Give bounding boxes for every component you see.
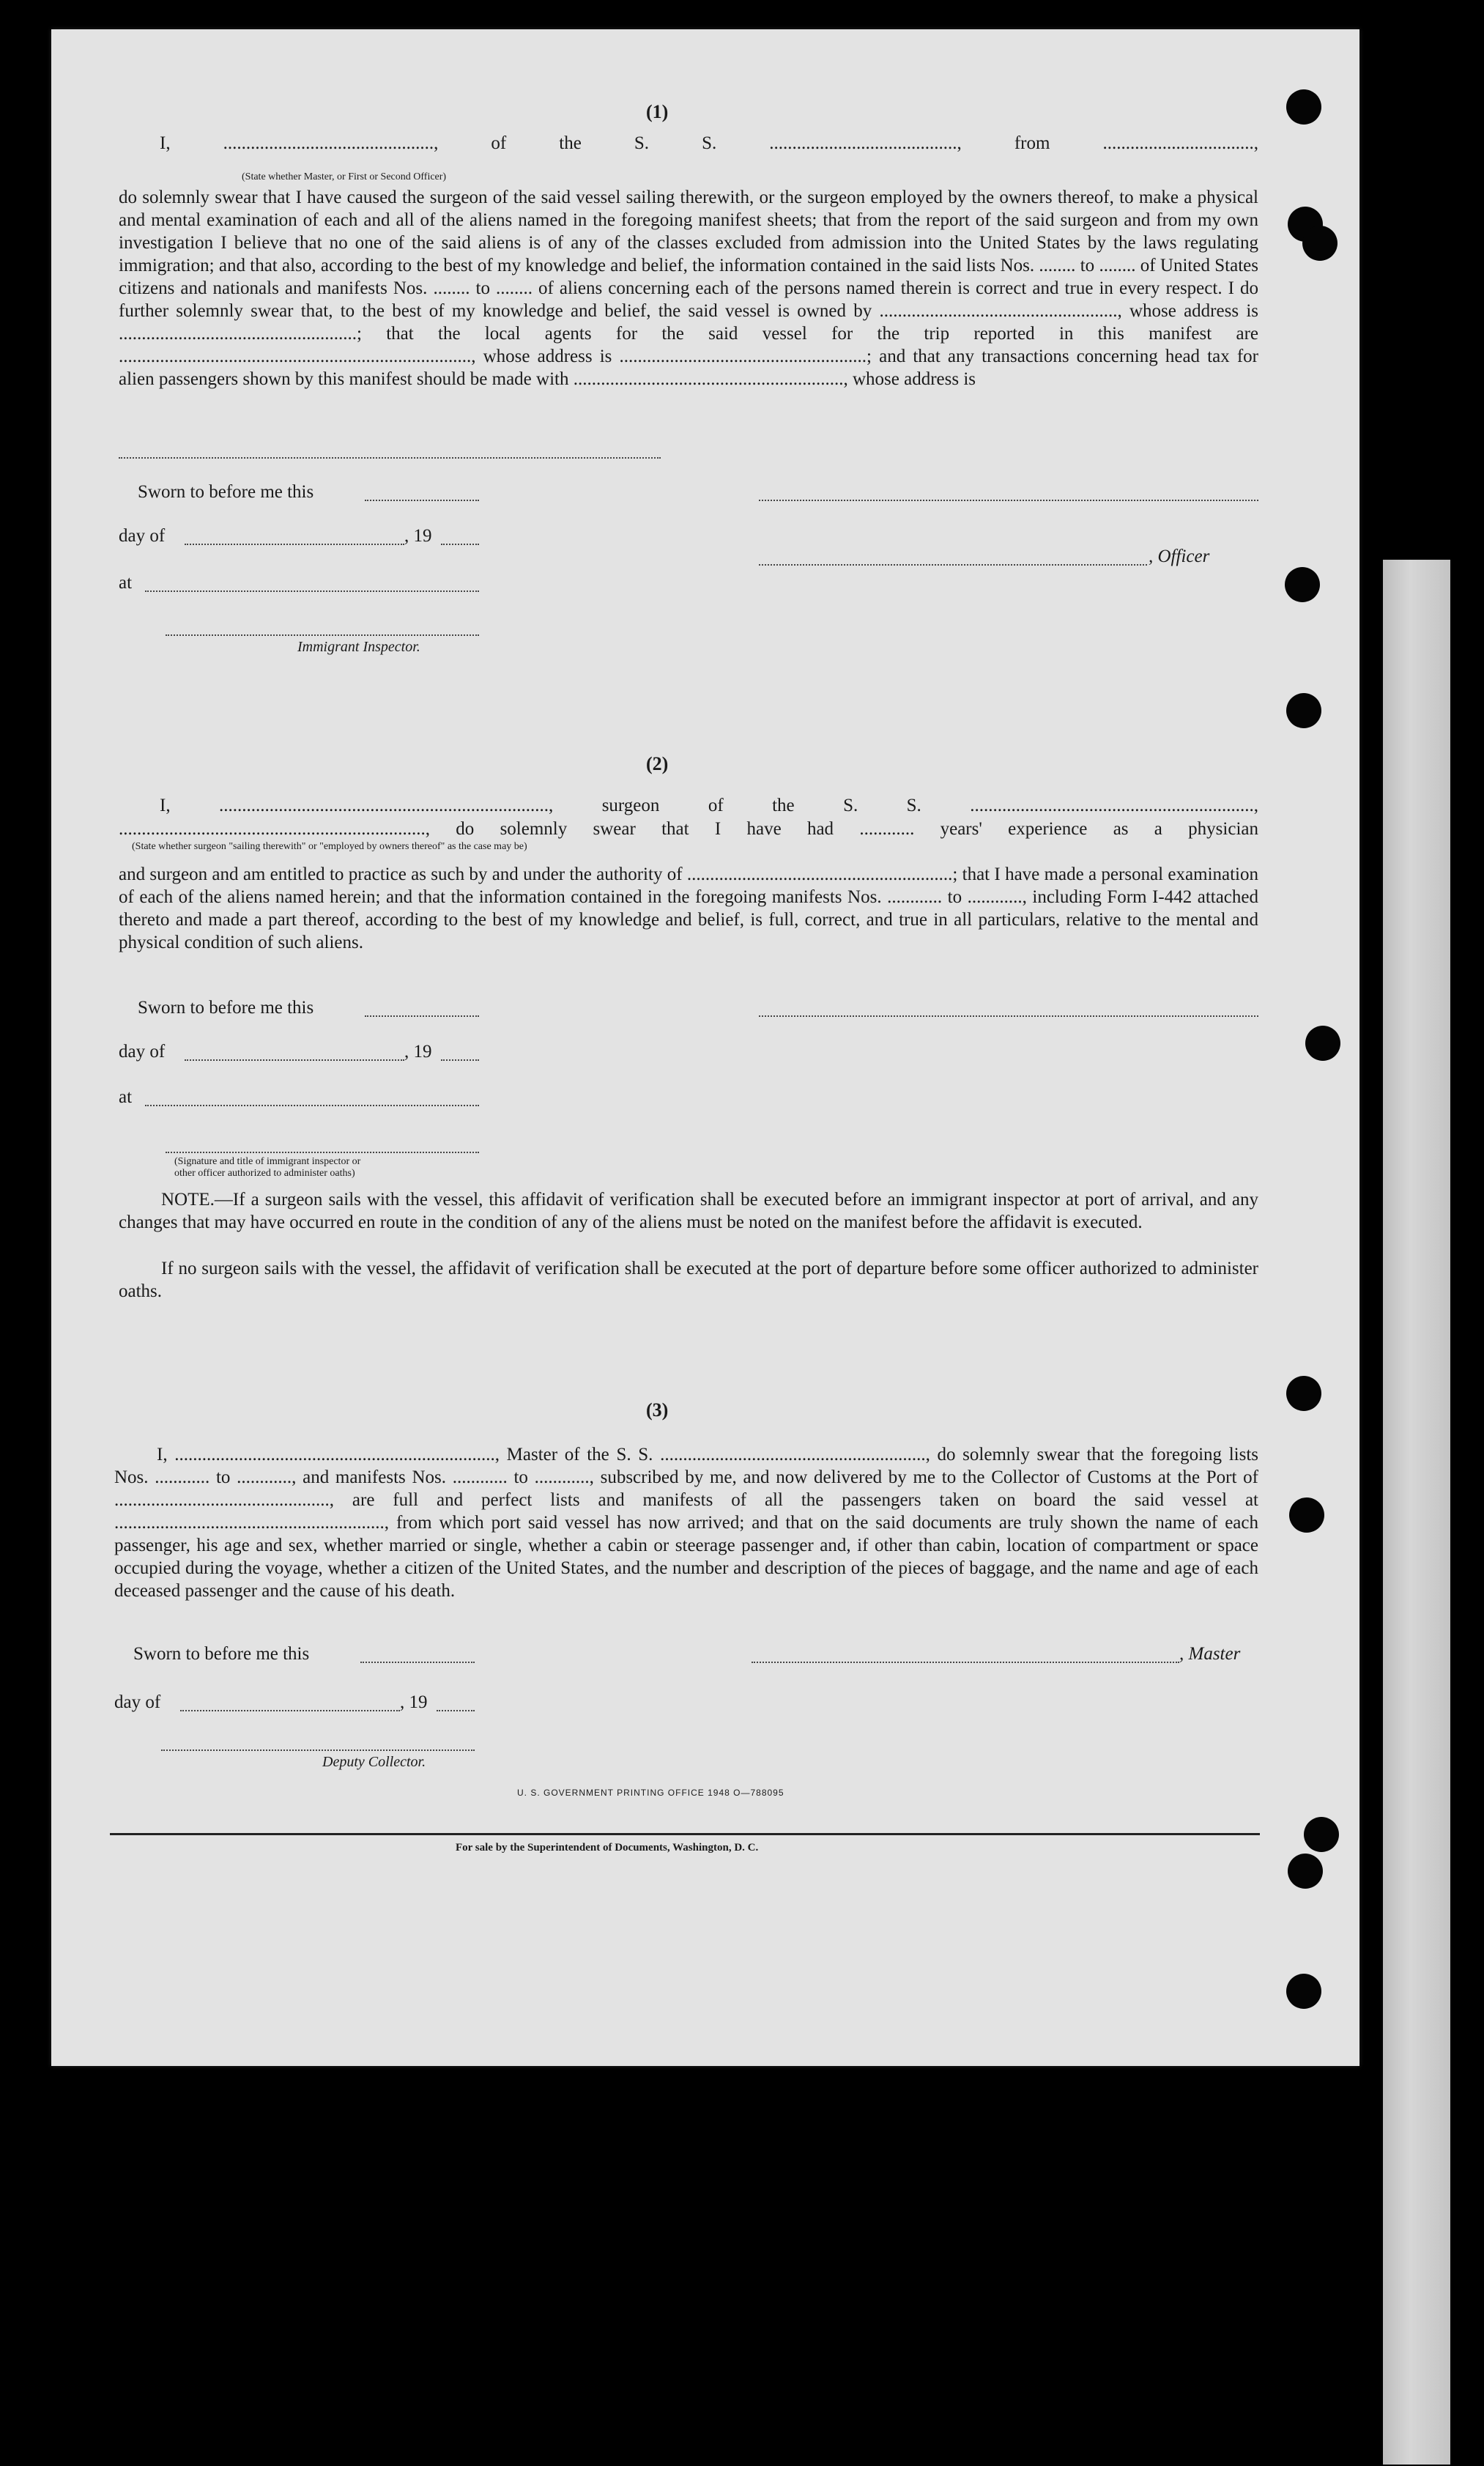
section-2-day-line bbox=[185, 1059, 404, 1061]
footer-rule bbox=[110, 1833, 1260, 1835]
punch-hole bbox=[1304, 1817, 1339, 1852]
punch-hole bbox=[1286, 1376, 1321, 1411]
section-1-sworn-label: Sworn to before me this bbox=[138, 482, 314, 502]
note-paragraph-1: NOTE.—If a surgeon sails with the vessel, this affidavit of verification shall be executed before an immigrant inspector at port of arrival, and any changes that may have occurred en route in the condition of any of the aliens must be noted on the manifest before the affidavit is executed. bbox=[119, 1190, 1258, 1232]
sworn-date-line bbox=[365, 500, 479, 501]
sale-notice: For sale by the Superintendent of Documents, Washington, D. C. bbox=[456, 1842, 759, 1854]
section-2-signature-line bbox=[166, 1152, 479, 1153]
section-2-sworn-date-line bbox=[365, 1015, 479, 1017]
gpo-imprint: U. S. GOVERNMENT PRINTING OFFICE 1948 O—788095 bbox=[517, 1788, 784, 1798]
officer-line bbox=[759, 564, 1147, 566]
punch-hole bbox=[1305, 1026, 1340, 1061]
section-2-oath-text: and surgeon and am entitled to practice as such by and under the authority of ..........................................................; that I have made a personal examination of each of the aliens named herein; and that the information contained in the foregoing manifests Nos. ............ to ............, including Form I-442 attached thereto and made a part thereof, according to the best of my knowledge and belief, is full, correct, and true in all particulars, relative to the mental and physical condition of such aliens. bbox=[119, 864, 1258, 952]
section-3-number: (3) bbox=[646, 1399, 669, 1421]
section-1-at-label: at bbox=[119, 573, 133, 593]
section-2-line-2: ..................................................................., do solemnly swear that I have had ............ years' experience as a physician bbox=[119, 819, 1258, 839]
form-sheet bbox=[51, 29, 1359, 2066]
section-1-year-label: , 19 bbox=[404, 526, 432, 546]
punch-hole bbox=[1302, 226, 1338, 261]
section-1-oath-text: do solemnly swear that I have caused the surgeon of the said vessel sailing therewith, or the surgeon employed by the owners thereof, to make a physical and mental examination of each and all of the aliens named in the foregoing manifest sheets; that from the report of the said surgeon and from my own investigation I believe that no one of the said aliens is of any of the classes excluded from admission into the United States by the laws regulating immigration; and that also, according to the best of my knowledge and belief, the information contained in the said lists Nos. ........ to ........ of United States citizens and nationals and manifests Nos. ........ to ........ of aliens concerning each of the persons named therein is correct and true in every respect. I do further solemnly swear that, to the best of my knowledge and belief, the said vessel is owned by ...................................................., whose address is ....................................................; that the local agents for the said vessel for the trip reported in this manifest are ............................................................................., whose address is ......................................................; and that any transactions concerning head tax for alien passengers shown by this manifest should be made with ..........................................................., whose address is bbox=[119, 188, 1258, 389]
section-2-number: (2) bbox=[646, 753, 669, 774]
section-1-address-line bbox=[119, 457, 661, 459]
surgeon-signature-line bbox=[759, 1015, 1258, 1017]
section-3-oath-text: I, ......................................................................, Master of the S. S. .........................................................., do solemnly swear that the foregoing lists Nos. ............ to ............, and manifests Nos. ............ to ............, subscribed by me, and now delivered by me to the Collector of Customs at the Port of ..............................................., are full and perfect lists and manifests of all the passengers taken on board the said vessel at ..........................................................., from which port said vessel has now arrived; and that on the said documents are truly shown the name of each passenger, his age and sex, whether married or single, whether a cabin or steerage passenger and, if other than cabin, location of compartment or space occupied during the voyage, whether a citizen of the United States, and the number and description of the pieces of baggage, and the name and age of each deceased passenger and the cause of his death. bbox=[114, 1445, 1258, 1601]
officer-label: , Officer bbox=[1149, 547, 1210, 566]
note-paragraph-2: If no surgeon sails with the vessel, the affidavit of verification shall be executed at the port of departure before some officer authorized to administer oaths. bbox=[119, 1259, 1258, 1301]
master-signature-line bbox=[752, 1662, 1179, 1663]
section-3-sworn-date-line bbox=[360, 1662, 475, 1663]
officer-signature-line bbox=[759, 500, 1258, 501]
section-3-day-line bbox=[180, 1710, 400, 1711]
section-2-subcaption: (State whether surgeon "sailing therewith" or "employed by owners thereof" as the case may be) bbox=[132, 841, 527, 852]
inspector-signature-line bbox=[166, 634, 479, 636]
master-label: , Master bbox=[1179, 1644, 1241, 1664]
collector-signature-line bbox=[161, 1749, 475, 1751]
paper-edge-strip bbox=[1383, 560, 1450, 2465]
punch-hole bbox=[1286, 693, 1321, 728]
inspector-caption: Immigrant Inspector. bbox=[297, 639, 420, 655]
section-2-line-1: I, ........................................................................, surgeon of the S. S. .............................................................., bbox=[160, 796, 1258, 815]
section-1-subcaption: (State whether Master, or First or Second Officer) bbox=[242, 171, 447, 182]
section-2-sworn-label: Sworn to before me this bbox=[138, 998, 314, 1018]
section-1-day-label: day of bbox=[119, 526, 166, 546]
section-3-day-label: day of bbox=[114, 1692, 161, 1712]
section-2-year-label: , 19 bbox=[404, 1042, 432, 1062]
section-1-line-1: I, .............................................., of the S. S. ........................................., from ................................., bbox=[160, 133, 1258, 153]
at-line bbox=[145, 590, 479, 592]
section-2-year-line bbox=[441, 1059, 479, 1061]
year-line bbox=[441, 544, 479, 545]
punch-hole bbox=[1288, 1854, 1323, 1889]
punch-hole bbox=[1285, 567, 1320, 602]
punch-hole bbox=[1286, 89, 1321, 125]
section-3-year-label: , 19 bbox=[400, 1692, 428, 1712]
punch-hole bbox=[1286, 1974, 1321, 2009]
signature-caption-2: other officer authorized to administer oaths) bbox=[174, 1168, 355, 1179]
section-2-at-line bbox=[145, 1105, 479, 1106]
collector-caption: Deputy Collector. bbox=[322, 1754, 426, 1770]
punch-hole bbox=[1289, 1497, 1324, 1533]
day-line bbox=[185, 544, 404, 545]
section-1-number: (1) bbox=[646, 101, 669, 122]
section-2-day-label: day of bbox=[119, 1042, 166, 1062]
section-3-sworn-label: Sworn to before me this bbox=[133, 1644, 310, 1664]
section-2-at-label: at bbox=[119, 1087, 133, 1107]
section-3-year-line bbox=[437, 1710, 475, 1711]
signature-caption-1: (Signature and title of immigrant inspector or bbox=[174, 1156, 361, 1167]
